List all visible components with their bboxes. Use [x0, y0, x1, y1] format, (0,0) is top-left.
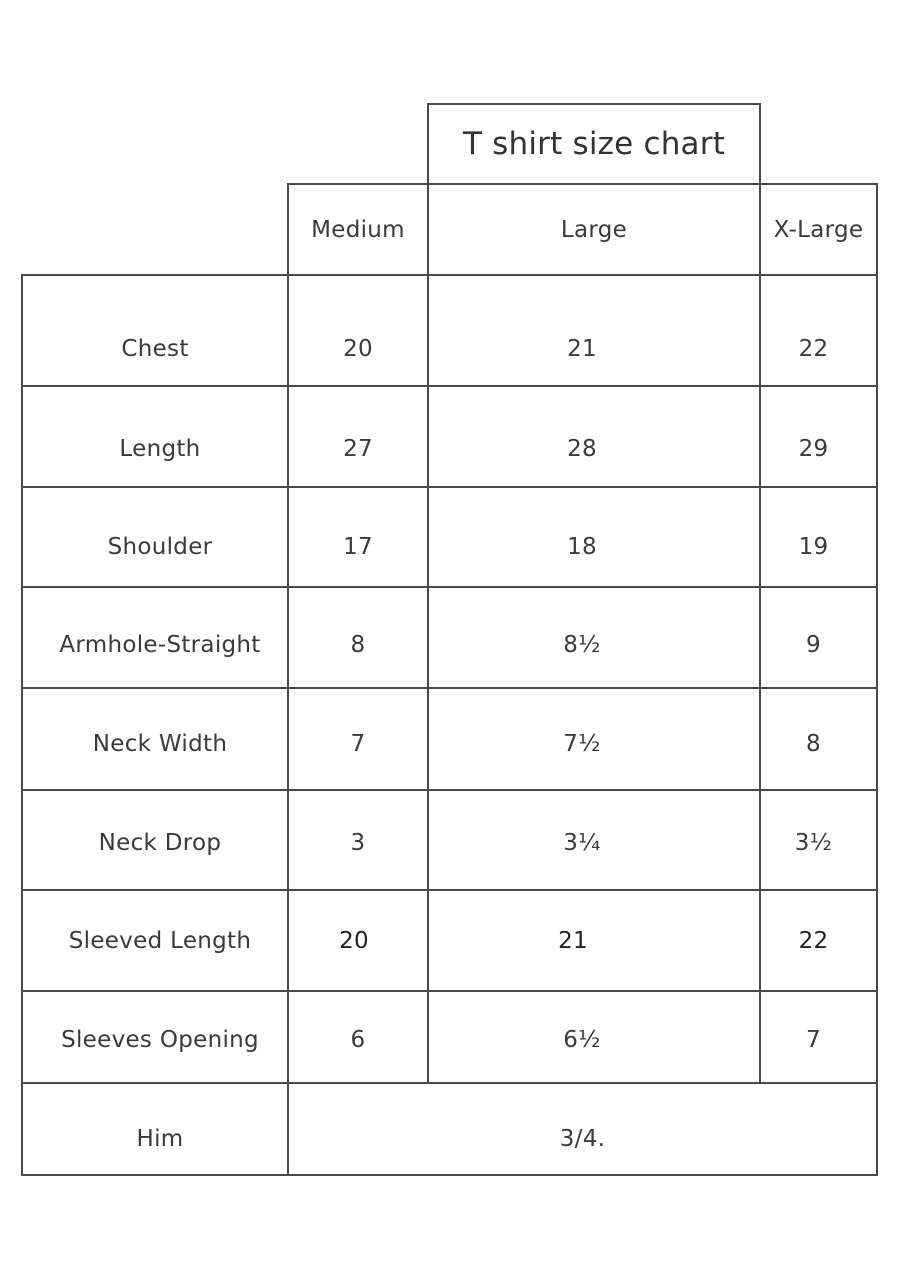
row-label-sleeves-opening: Sleeves Opening	[61, 1027, 259, 1053]
table-cell: 3¼	[563, 830, 601, 856]
table-cell: 17	[343, 534, 373, 560]
grid-line	[21, 274, 23, 1176]
grid-line	[21, 687, 878, 689]
table-cell: 21	[558, 928, 588, 954]
table-cell-merged: 3/4.	[559, 1126, 606, 1152]
grid-line	[21, 274, 878, 276]
table-cell: 21	[567, 336, 597, 362]
table-cell: 8½	[563, 632, 601, 658]
table-cell: 9	[806, 632, 821, 658]
grid-line	[287, 183, 878, 185]
grid-line	[21, 1082, 878, 1084]
table-cell: 22	[798, 336, 829, 362]
column-header-x-large: X-Large	[773, 217, 864, 243]
table-cell: 3	[350, 830, 366, 856]
table-cell: 20	[343, 336, 373, 362]
row-label-armhole-straight: Armhole-Straight	[59, 632, 261, 658]
table-cell: 7	[806, 1027, 821, 1053]
table-cell: 20	[339, 928, 369, 954]
table-cell: 7	[350, 731, 366, 757]
table-cell: 7½	[563, 731, 601, 757]
grid-line	[876, 183, 878, 1176]
grid-line	[21, 889, 878, 891]
grid-line	[21, 385, 878, 387]
row-label-chest: Chest	[121, 336, 189, 362]
table-cell: 22	[798, 928, 829, 954]
column-header-large: Large	[560, 217, 628, 243]
table-cell: 8	[806, 731, 821, 757]
row-label-shoulder: Shoulder	[107, 534, 213, 560]
table-cell: 6	[350, 1027, 366, 1053]
table-cell: 8	[350, 632, 366, 658]
grid-line	[427, 103, 761, 105]
grid-line	[427, 103, 429, 1084]
table-cell: 18	[567, 534, 597, 560]
table-cell: 28	[567, 436, 597, 462]
table-title: T shirt size chart	[462, 126, 726, 162]
row-label-neck-drop: Neck Drop	[98, 830, 222, 856]
table-cell: 19	[798, 534, 829, 560]
grid-line	[21, 586, 878, 588]
table-cell: 27	[343, 436, 373, 462]
table-cell: 3½	[794, 830, 833, 856]
grid-line	[21, 486, 878, 488]
grid-line	[287, 183, 289, 1176]
table-cell: 6½	[563, 1027, 601, 1053]
column-header-medium: Medium	[311, 217, 405, 243]
row-label-him: Him	[136, 1126, 184, 1152]
row-label-sleeved-length: Sleeved Length	[68, 928, 252, 954]
grid-line	[759, 103, 761, 1084]
grid-line	[21, 1174, 878, 1176]
grid-line	[21, 789, 878, 791]
row-label-length: Length	[119, 436, 201, 462]
table-cell: 29	[798, 436, 829, 462]
grid-line	[21, 990, 878, 992]
row-label-neck-width: Neck Width	[92, 731, 228, 757]
